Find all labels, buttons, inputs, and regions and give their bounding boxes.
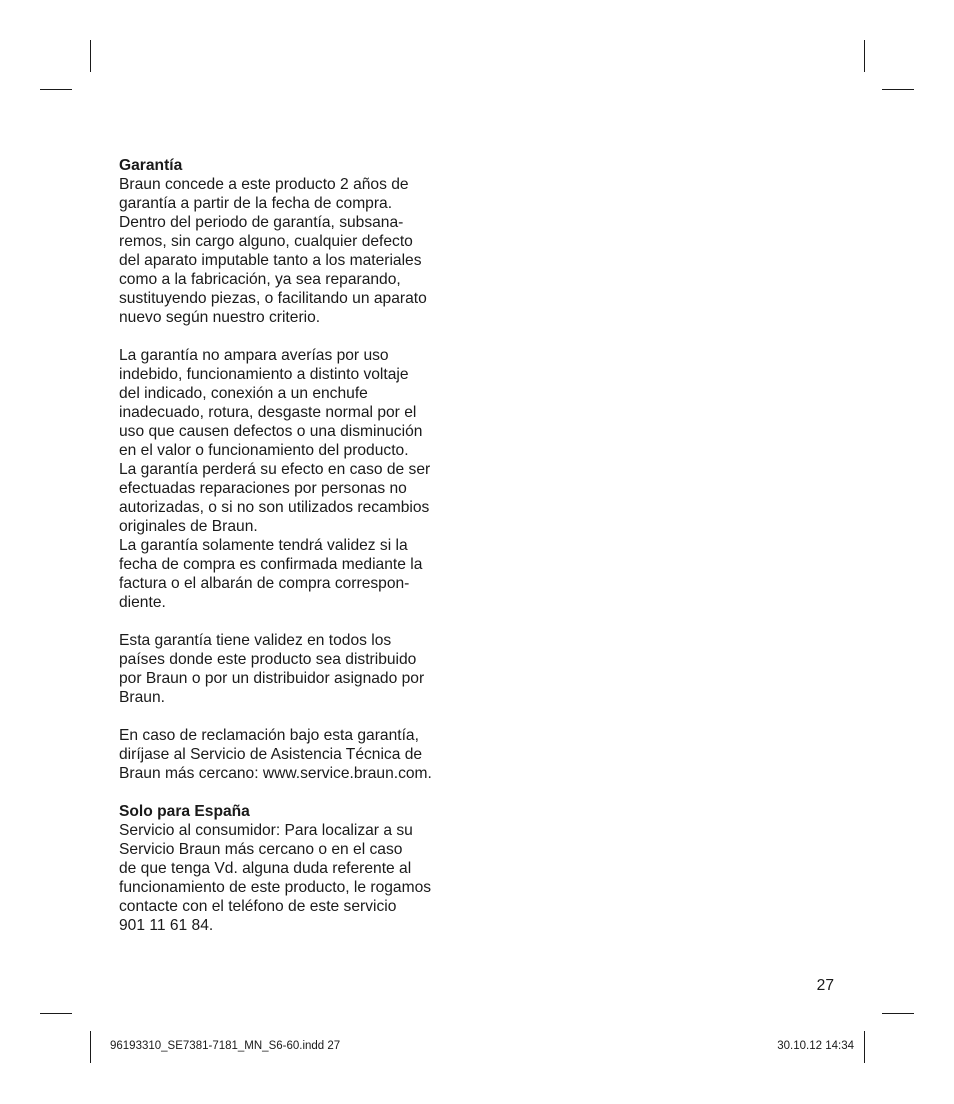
- crop-mark-bottom-right-horizontal: [882, 1013, 914, 1014]
- paragraph-gap: [119, 327, 469, 346]
- text-line: 901 11 61 84.: [119, 917, 214, 934]
- text-line: Servicio al consumidor: Para localizar a su: [119, 822, 413, 839]
- slug-file-info: 96193310_SE7381-7181_MN_S6-60.indd 27: [110, 1040, 341, 1052]
- text-line: sustituyendo piezas, o facilitando un aparato: [119, 290, 427, 307]
- text-line: en el valor o funcionamiento del producto.: [119, 442, 409, 459]
- text-line: Servicio Braun más cercano o en el caso: [119, 841, 403, 858]
- text-line: autorizadas, o si no son utilizados recambios: [119, 499, 430, 516]
- paragraph: [119, 726, 469, 783]
- document-body: [119, 156, 469, 935]
- text-line: originales de Braun.: [119, 518, 258, 535]
- text-line: países donde este producto sea distribuido: [119, 651, 417, 668]
- text-line: funcionamiento de este producto, le rogamos: [119, 879, 432, 896]
- page-number: 27: [816, 977, 834, 994]
- paragraph: [119, 821, 469, 935]
- section-heading-solo-para-espana: Solo para España: [119, 803, 250, 820]
- text-line: uso que causen defectos o una disminución: [119, 423, 423, 440]
- text-line: de que tenga Vd. alguna duda referente al: [119, 860, 412, 877]
- text-line: por Braun o por un distribuidor asignado por: [119, 670, 425, 687]
- crop-mark-top-left-vertical: [90, 40, 91, 72]
- text-line: La garantía perderá su efecto en caso de ser: [119, 461, 431, 478]
- paragraph-gap: [119, 707, 469, 726]
- text-line: En caso de reclamación bajo esta garantía,: [119, 727, 419, 744]
- section-heading-garantia: Garantía: [119, 157, 183, 174]
- paragraph-gap: [119, 783, 469, 802]
- text-line: Braun más cercano: www.service.braun.com.: [119, 765, 432, 782]
- crop-mark-top-left-horizontal: [40, 89, 72, 90]
- text-line: garantía a partir de la fecha de compra.: [119, 195, 393, 212]
- text-line: fecha de compra es confirmada mediante la: [119, 556, 423, 573]
- text-line: La garantía solamente tendrá validez si la: [119, 537, 408, 554]
- text-line: factura o el albarán de compra correspon-: [119, 575, 410, 592]
- crop-mark-top-right-vertical: [864, 40, 865, 72]
- paragraph: [119, 175, 469, 327]
- text-line: diríjase al Servicio de Asistencia Técnica de: [119, 746, 423, 763]
- text-line: indebido, funcionamiento a distinto voltaje: [119, 366, 409, 383]
- text-line: del aparato imputable tanto a los materiales: [119, 252, 422, 269]
- text-line: Dentro del periodo de garantía, subsana-: [119, 214, 404, 231]
- paragraph: [119, 346, 469, 612]
- text-line: del indicado, conexión a un enchufe: [119, 385, 368, 402]
- text-line: diente.: [119, 594, 166, 611]
- text-line: Esta garantía tiene validez en todos los: [119, 632, 392, 649]
- text-line: inadecuado, rotura, desgaste normal por el: [119, 404, 417, 421]
- text-line: La garantía no ampara averías por uso: [119, 347, 389, 364]
- text-line: nuevo según nuestro criterio.: [119, 309, 321, 326]
- slug-date-time: 30.10.12 14:34: [777, 1040, 854, 1052]
- text-line: efectuadas reparaciones por personas no: [119, 480, 407, 497]
- crop-mark-bottom-left-horizontal: [40, 1013, 72, 1014]
- crop-mark-top-right-horizontal: [882, 89, 914, 90]
- paragraph: [119, 631, 469, 707]
- crop-mark-bottom-left-vertical: [90, 1031, 91, 1063]
- text-line: Braun concede a este producto 2 años de: [119, 176, 409, 193]
- text-line: Braun.: [119, 689, 165, 706]
- text-line: remos, sin cargo alguno, cualquier defecto: [119, 233, 413, 250]
- text-line: como a la fabricación, ya sea reparando,: [119, 271, 401, 288]
- crop-mark-bottom-right-vertical: [864, 1031, 865, 1063]
- text-line: contacte con el teléfono de este servicio: [119, 898, 397, 915]
- paragraph-gap: [119, 612, 469, 631]
